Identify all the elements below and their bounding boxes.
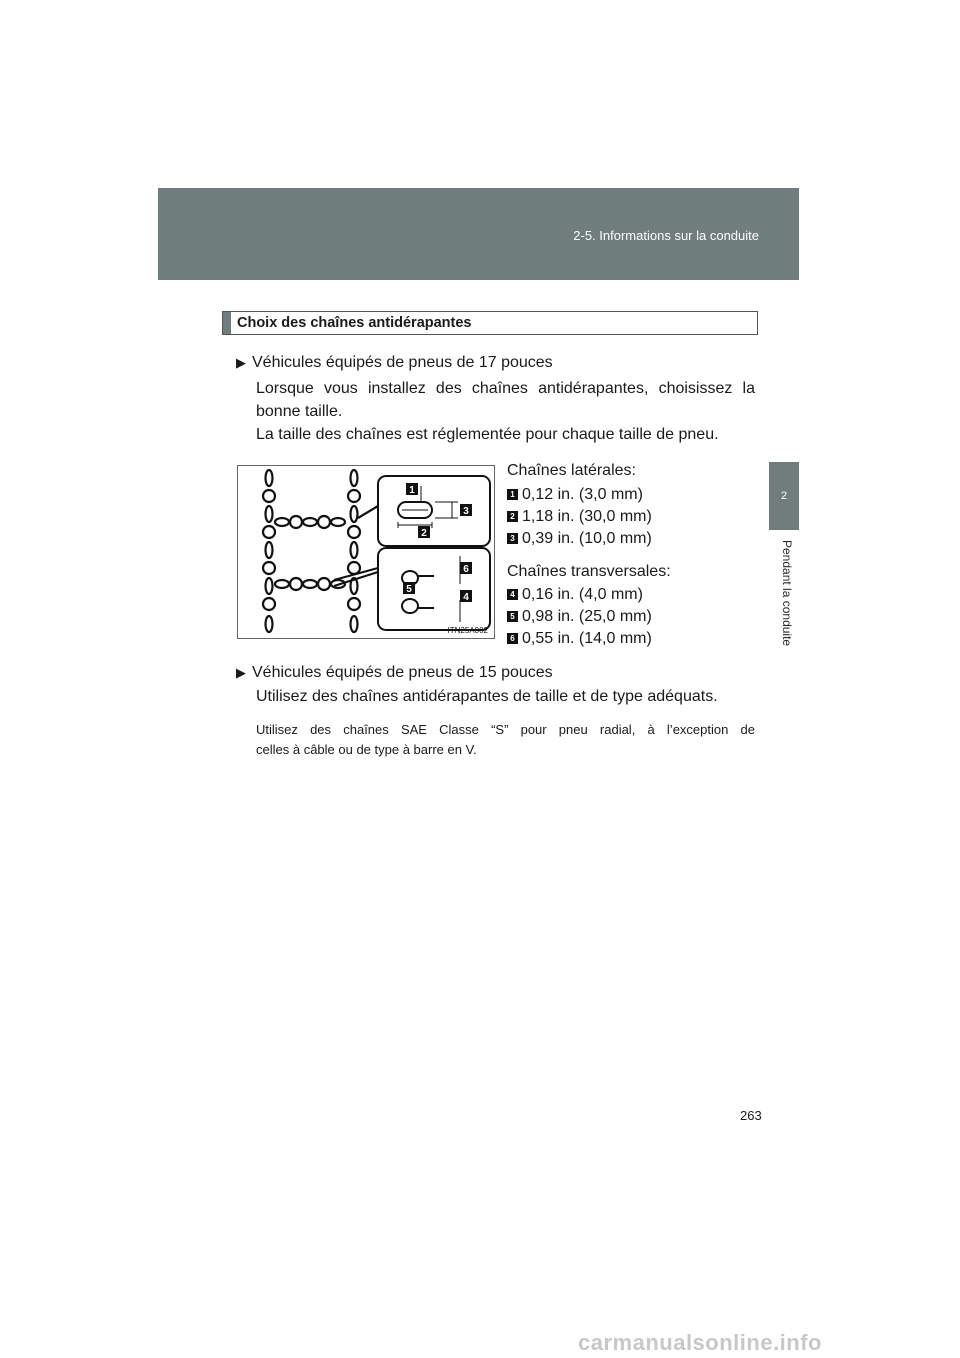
chapter-tab-number: 2 xyxy=(780,490,788,502)
spec-item-1 xyxy=(507,486,643,504)
note-line-2: celles à câble ou de type à barre en V. xyxy=(256,742,477,757)
paragraph-15-inch: Utilisez des chaînes antidérapantes de taille et de type adéquats. xyxy=(256,688,718,705)
number-badge-icon: 5 xyxy=(507,611,518,622)
spec-item-1-text: 0,12 in. (3,0 mm) xyxy=(522,486,643,503)
left-vertical-chain xyxy=(263,470,275,632)
number-badge-icon: 4 xyxy=(507,589,518,600)
bullet-17-inch-text: Véhicules équipés de pneus de 17 pouces xyxy=(252,354,553,371)
figure-label-6: 6 xyxy=(463,564,469,575)
chain-illustration xyxy=(238,466,494,638)
paragraph-line-2: bonne taille. xyxy=(256,403,343,420)
spec-item-6-text: 0,55 in. (14,0 mm) xyxy=(522,630,652,647)
page-number: 263 xyxy=(740,1108,762,1123)
cross-chains-title: Chaînes transversales: xyxy=(507,563,671,580)
figure-label-5: 5 xyxy=(406,584,412,595)
spec-item-3-text: 0,39 in. (10,0 mm) xyxy=(522,530,652,547)
number-badge-icon: 2 xyxy=(507,511,518,522)
bullet-15-inch-text: Véhicules équipés de pneus de 15 pouces xyxy=(252,664,553,681)
figure-label-2: 2 xyxy=(421,528,427,539)
spec-item-5 xyxy=(507,608,652,626)
triangle-bullet-icon: ▶ xyxy=(236,355,246,370)
figure-label-3: 3 xyxy=(463,506,469,517)
section-title: Choix des chaînes antidérapantes xyxy=(237,315,472,331)
spec-item-2 xyxy=(507,508,652,526)
bullet-15-inch xyxy=(236,662,553,684)
section-heading xyxy=(222,311,758,335)
spec-item-6 xyxy=(507,630,652,648)
chapter-title: 2-5. Informations sur la conduite xyxy=(573,228,759,243)
figure-code: ITN25A002 xyxy=(447,626,488,635)
right-vertical-chain xyxy=(348,470,360,632)
section-heading-bar xyxy=(223,312,231,334)
spec-item-5-text: 0,98 in. (25,0 mm) xyxy=(522,608,652,625)
chain-diagram xyxy=(237,465,495,639)
note-line-1: Utilisez des chaînes SAE Classe “S” pour pneu radial, à l’exception de xyxy=(256,722,755,737)
figure-label-1: 1 xyxy=(409,485,415,496)
chapter-tab xyxy=(769,462,799,530)
paragraph-line-1: Lorsque vous installez des chaînes antidérapantes, choisissez la xyxy=(256,380,755,397)
spec-item-4 xyxy=(507,586,643,604)
bullet-17-inch xyxy=(236,352,553,374)
side-chains-title: Chaînes latérales: xyxy=(507,462,636,479)
number-badge-icon: 6 xyxy=(507,633,518,644)
number-badge-icon: 3 xyxy=(507,533,518,544)
triangle-bullet-icon: ▶ xyxy=(236,665,246,680)
site-watermark: carmanualsonline.info xyxy=(578,1330,822,1355)
spec-item-4-text: 0,16 in. (4,0 mm) xyxy=(522,586,643,603)
figure-label-4: 4 xyxy=(463,592,469,603)
spec-item-3 xyxy=(507,530,652,548)
chapter-header xyxy=(158,188,799,280)
number-badge-icon: 1 xyxy=(507,489,518,500)
spec-item-2-text: 1,18 in. (30,0 mm) xyxy=(522,508,652,525)
chapter-tab-label: Pendant la conduite xyxy=(780,540,794,647)
upper-cross-chain xyxy=(275,516,345,528)
paragraph-line-3: La taille des chaînes est réglementée pour chaque taille de pneu. xyxy=(256,426,719,443)
